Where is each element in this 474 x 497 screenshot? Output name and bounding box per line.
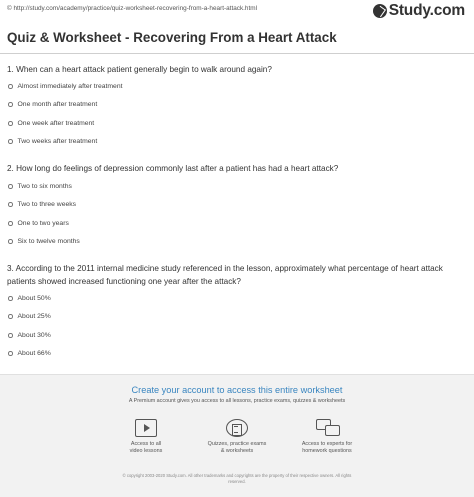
question-2-text: 2. How long do feelings of depression commonly last after a patient has had a heart attack? <box>7 164 339 173</box>
option-label: Two weeks after treatment <box>17 138 98 145</box>
premium-footer <box>0 374 474 497</box>
radio-icon[interactable] <box>8 102 13 107</box>
feature-experts <box>277 419 377 455</box>
radio-icon[interactable] <box>8 351 13 356</box>
feature-quizzes <box>187 419 287 455</box>
copyright-line-2: reserved. <box>228 479 246 484</box>
page-url: © http://study.com/academy/practice/quiz-worksheet-recovering-from-a-heart-attack.html <box>7 5 258 12</box>
radio-icon[interactable] <box>8 314 13 319</box>
radio-icon[interactable] <box>8 221 13 226</box>
radio-icon[interactable] <box>8 139 13 144</box>
question-3-option-1[interactable] <box>8 295 51 302</box>
study-logo-icon <box>373 4 387 18</box>
question-3-option-3[interactable] <box>8 332 51 339</box>
option-label: Six to twelve months <box>17 238 80 245</box>
radio-icon[interactable] <box>8 296 13 301</box>
radio-icon[interactable] <box>8 333 13 338</box>
option-label: One month after treatment <box>17 101 98 108</box>
radio-icon[interactable] <box>8 239 13 244</box>
chat-icon <box>316 419 338 437</box>
radio-icon[interactable] <box>8 84 13 89</box>
option-label: One to two years <box>17 220 69 227</box>
question-1-option-1[interactable] <box>8 83 123 90</box>
question-2-option-1[interactable] <box>8 183 72 190</box>
question-3-option-2[interactable] <box>8 313 51 320</box>
feature-label-line1: Quizzes, practice exams <box>207 441 267 447</box>
question-3-text: 3. According to the 2011 internal medicine study referenced in the lesson, approximately what percentage of heart attack patients showed increased functioning one year after the attack? <box>7 264 443 286</box>
feature-label-line2: video lessons <box>129 448 163 455</box>
title-divider <box>0 53 474 54</box>
option-label: Two to three weeks <box>17 201 77 208</box>
option-label: About 50% <box>17 295 51 302</box>
question-2-option-3[interactable] <box>8 220 69 227</box>
question-1-option-4[interactable] <box>8 138 97 145</box>
question-1-option-2[interactable] <box>8 101 97 108</box>
feature-video-lessons <box>96 419 196 455</box>
question-1-option-3[interactable] <box>8 120 94 127</box>
option-label: About 30% <box>17 332 51 339</box>
question-1-text: 1. When can a heart attack patient generally begin to walk around again? <box>7 65 272 74</box>
feature-label-line2: homework questions <box>302 448 352 455</box>
quiz-icon <box>226 419 248 437</box>
option-label: Two to six months <box>17 183 72 190</box>
option-label: About 25% <box>17 313 51 320</box>
video-icon <box>135 419 157 437</box>
page-title: Quiz & Worksheet - Recovering From a Heart Attack <box>7 30 337 45</box>
logo-text: Study.com <box>388 2 465 19</box>
question-2-option-2[interactable] <box>8 201 76 208</box>
option-label: About 66% <box>17 350 51 357</box>
premium-description: A Premium account gives you access to all lessons, practice exams, quizzes & worksheets <box>128 398 346 404</box>
option-label: Almost immediately after treatment <box>17 83 123 90</box>
create-account-link[interactable]: Create your account to access this entire worksheet <box>131 385 343 395</box>
question-2-option-4[interactable] <box>8 238 80 245</box>
feature-label-line2: & worksheets <box>220 448 254 455</box>
radio-icon[interactable] <box>8 184 13 189</box>
option-label: One week after treatment <box>17 120 95 127</box>
feature-label-line1: Access to experts for <box>301 441 353 447</box>
copyright-notice <box>0 473 474 485</box>
radio-icon[interactable] <box>8 121 13 126</box>
radio-icon[interactable] <box>8 202 13 207</box>
top-bar <box>0 0 474 24</box>
study-logo[interactable] <box>373 2 465 20</box>
question-3-option-4[interactable] <box>8 350 51 357</box>
feature-label-line1: Access to all <box>130 441 162 447</box>
copyright-line-1: © copyright 2003-2020 Study.com. All other trademarks and copyrights are the property of their respective owners. All rights <box>122 473 352 478</box>
